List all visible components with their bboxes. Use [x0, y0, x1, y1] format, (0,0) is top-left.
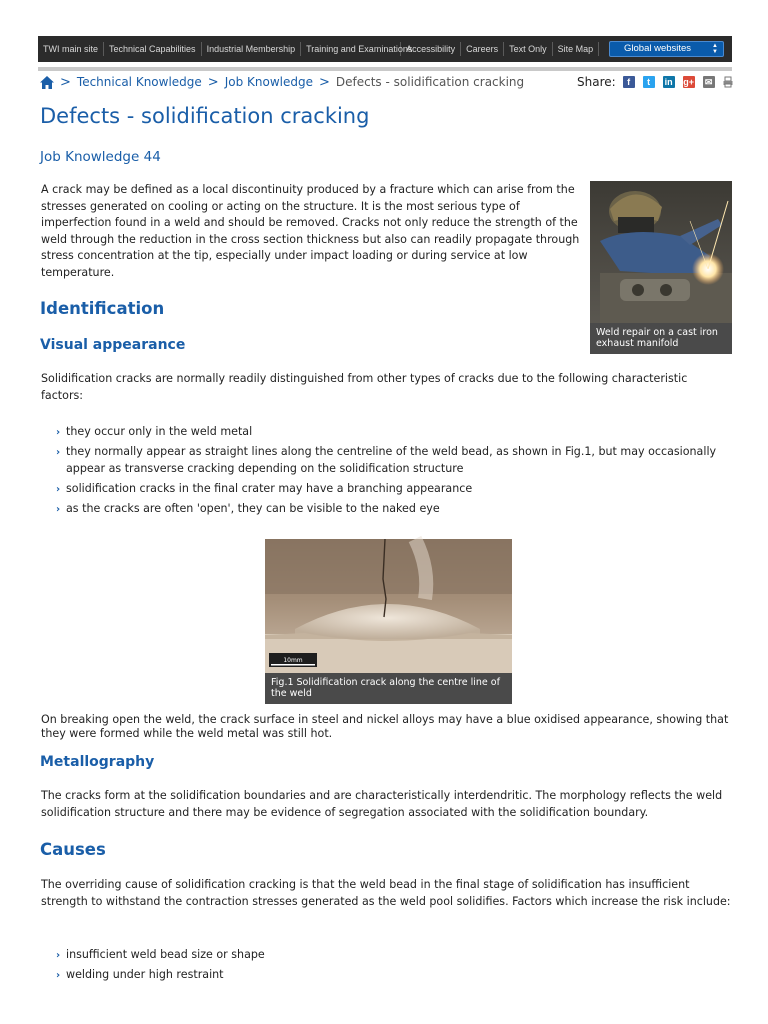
bullet-icon: ›: [56, 950, 61, 961]
heading-metallography: Metallography: [40, 754, 155, 770]
breadcrumb: [40, 74, 524, 90]
heading-identification: Identification: [40, 299, 165, 318]
scale-bar-label: 10mm: [283, 657, 303, 664]
twitter-icon[interactable]: t: [643, 76, 655, 88]
list-item: [56, 424, 732, 441]
bullet-icon: ›: [56, 970, 61, 982]
list-item-text: solidification cracks in the final crater may have a branching appearance: [66, 481, 473, 495]
breaking-paragraph: On breaking open the weld, the crack surface in steel and nickel alloys may have a blue oxidised appearance, showing that they were formed while the weld metal was still hot.: [41, 713, 729, 740]
breadcrumb-separator: >: [60, 74, 71, 90]
list-item-text: as the cracks are often 'open', they can be visible to the naked eye: [66, 501, 440, 515]
page-subtitle: Job Knowledge 44: [40, 149, 161, 165]
list-item-text: they occur only in the weld metal: [66, 425, 253, 438]
weld-crack-photo: [265, 539, 512, 673]
figure-1-caption: Fig.1 Solidification crack along the centre line of the weld: [265, 673, 512, 704]
list-item-text: they normally appear as straight lines along the centreline of the weld bead, as shown in Fig.1, but may occasionally appear as transverse cracking depending on the solidification structure: [66, 445, 717, 475]
causes-paragraph: The overriding cause of solidification cracking is that the weld bead in the final stage of solidification has insufficient strength to withstand the contraction stresses generated as the weld pool solidifies. Factors which increase the risk include:: [41, 878, 731, 908]
google-plus-icon[interactable]: g+: [683, 77, 695, 87]
intro-paragraph: A crack may be defined as a local discontinuity produced by a fracture which can arise from the stresses generated on cooling or acting on the structure. It is the most serious type of imperfection found in a weld and should be removed. Cracks not only reduce the strength of the weld through the reduction in the cross section thickness but also can readily propagate through stress concentration at the tip, especially under impact loading or during service at low temperature.: [41, 183, 580, 279]
linkedin-icon[interactable]: in: [664, 77, 673, 87]
nav-industrial-membership[interactable]: Industrial Membership: [202, 42, 302, 56]
figure-1: [265, 539, 512, 704]
visual-characteristics-list: [56, 424, 732, 521]
global-websites-label: Global websites: [624, 43, 692, 54]
list-item: [56, 967, 732, 984]
nav-training-examinations[interactable]: Training and Examinations: [301, 42, 401, 56]
list-item-text: insufficient weld bead size or shape: [66, 948, 265, 961]
side-figure-caption: Weld repair on a cast iron exhaust manifold: [590, 323, 732, 354]
breadcrumb-separator: >: [318, 74, 330, 90]
list-item: [56, 501, 732, 518]
page-title: Defects - solidification cracking: [40, 104, 370, 128]
side-figure: [590, 181, 732, 353]
list-item: [56, 444, 732, 477]
nav-careers[interactable]: Careers: [461, 42, 504, 56]
home-icon[interactable]: [40, 76, 54, 89]
bullet-icon: ›: [56, 447, 61, 459]
list-item: [56, 481, 732, 498]
breadcrumb-current: Defects - solidification cracking: [335, 75, 525, 89]
nav-divider: [38, 67, 732, 71]
updown-arrows-icon: ▲ ▼: [712, 43, 718, 55]
list-item: [56, 947, 732, 964]
nav-twi-main-site[interactable]: TWI main site: [38, 42, 104, 56]
metallography-paragraph: The cracks form at the solidification boundaries and are characteristically interdendritic. The morphology reflects the weld solidification structure and there may be evidence of segregation associated with the solidification boundary.: [41, 789, 723, 819]
print-icon[interactable]: [723, 76, 733, 88]
breadcrumb-job-knowledge[interactable]: Job Knowledge: [224, 75, 313, 89]
nav-site-map[interactable]: Site Map: [553, 42, 600, 56]
email-icon[interactable]: ✉: [703, 76, 715, 88]
bullet-icon: ›: [56, 483, 61, 495]
bullet-icon: ›: [56, 427, 61, 438]
welder-photo: [590, 181, 732, 323]
facebook-icon[interactable]: f: [623, 76, 635, 88]
top-navigation: [38, 36, 732, 62]
global-websites-select[interactable]: [609, 41, 724, 57]
list-item-text: welding under high restraint: [66, 968, 224, 982]
share-bar: [577, 75, 741, 89]
visual-intro-paragraph: Solidification cracks are normally readily distinguished from other types of cracks due to the following characteristic factors:: [41, 372, 688, 402]
bullet-icon: ›: [56, 503, 61, 515]
breadcrumb-technical-knowledge[interactable]: Technical Knowledge: [76, 75, 202, 89]
nav-accessibility[interactable]: Accessibility: [401, 42, 461, 56]
causes-list: [56, 947, 732, 987]
nav-text-only[interactable]: Text Only: [504, 42, 553, 56]
nav-technical-capabilities[interactable]: Technical Capabilities: [104, 42, 202, 56]
share-label: Share:: [577, 75, 616, 89]
heading-causes: Causes: [40, 840, 106, 859]
breadcrumb-separator: >: [207, 74, 219, 90]
heading-visual-appearance: Visual appearance: [40, 337, 186, 353]
